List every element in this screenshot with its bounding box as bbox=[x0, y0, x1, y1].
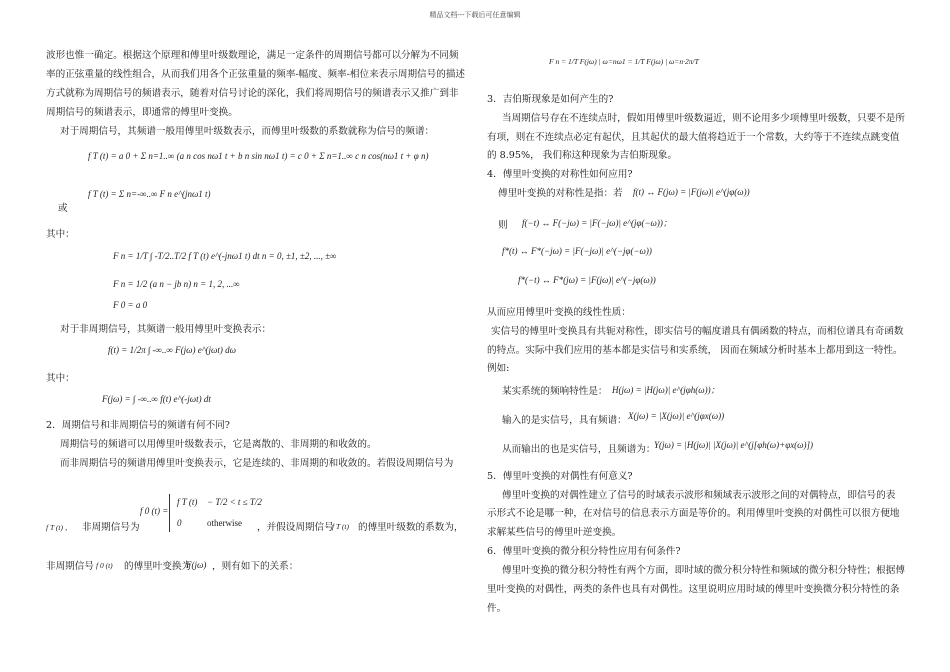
symmetry-equation: f(−t) ↔ F(−jω) = |F(−jω)| e^(jφ(−ω))； bbox=[522, 218, 672, 228]
paragraph-line: 有项，则在不连续点必定有起伏，且其起伏的最大值将趋近于一个常数，大约等于不连续点跳变值 bbox=[487, 132, 900, 143]
where-label: 其中： bbox=[46, 373, 75, 384]
paragraph-line: 例如: bbox=[487, 363, 510, 374]
paragraph-line: 周期信号的频谱表示，即通常的傅里叶变换。 bbox=[46, 107, 238, 118]
paragraph-line: 的特点。实际中我们应用的基本都是实信号和实系统， 因而在频域分析时基本上都用到这一特性。 bbox=[487, 345, 903, 356]
paragraph-line: 示形式不论是哪一种，在对信号的信息表示方面是等价的。利用傅里叶变换的对偶性可以很方便地 bbox=[487, 508, 900, 519]
where-label: 其中： bbox=[46, 229, 75, 240]
or-label: 或 bbox=[58, 203, 68, 214]
piecewise-brace bbox=[169, 494, 170, 532]
then-label: 则 bbox=[498, 220, 508, 231]
piecewise-function-label: f 0 (t) = bbox=[140, 506, 169, 516]
frequency-response-equation: H(jω) = |H(jω)| e^(jφh(ω))； bbox=[612, 385, 720, 395]
output-spectrum-equation: Y(jω) = |H(jω)| |X(jω)| e^(j[φh(ω)+φx(ω)]) bbox=[654, 440, 814, 450]
inline-math: F(jω) bbox=[186, 560, 207, 570]
paragraph-line: 里叶变换的对偶性，两类的条件也具有对偶性。这里说明应用时域的傅里叶变换微分积分特性的条 bbox=[487, 584, 900, 595]
paragraph-text: 输入的是实信号，具有频谱： bbox=[502, 415, 627, 426]
paragraph-text: 非周期信号 bbox=[46, 561, 94, 572]
question-heading: 5．傅里叶变换的对偶性有何意义? bbox=[487, 471, 633, 482]
coefficient-equation: F n = 1/T ∫ -T/2..T/2 f T (t) e^(-jnω1 t) dt n = 0, ±1, ±2, ..., ±∞ bbox=[113, 251, 337, 261]
fourier-transform-equation: F(jω) = ∫ -∞..∞ f(t) e^(-jωt) dt bbox=[102, 394, 211, 404]
exponential-series-equation: f T (t) = Σ n=-∞..∞ F n e^(jnω1 t) bbox=[88, 189, 211, 199]
spectrum-relation-equation: F n = 1/T F(jω) | ω=nω1 = 1/T F(jω) | ω=n·2π/T bbox=[549, 57, 699, 66]
question-heading: 4．傅里叶变换的对称性如何应用? bbox=[487, 169, 633, 180]
dc-coefficient-equation: F 0 = a 0 bbox=[113, 300, 148, 310]
paragraph-line: 的 8.95%， 我们称这种现象为吉伯斯现象。 bbox=[487, 150, 678, 161]
paragraph-line: 波形也惟一确定。根据这个原理和傅里叶级数理论，满足一定条件的周期信号都可以分解为不同频 bbox=[46, 50, 459, 61]
symmetry-equation: f*(t) ↔ F*(−jω) = |F(−jω)| e^(−jφ(−ω)) bbox=[502, 246, 652, 256]
paragraph-line: 当周期信号存在不连续点时，假如用傅里叶级数逼近，则不论用多少项傅里叶级数，只要不是所 bbox=[502, 113, 905, 124]
paragraph-text: ，并假设周期信号 bbox=[257, 522, 334, 533]
coefficient-relation-equation: F n = 1/2 (a n − jb n) n = 1, 2, ...∞ bbox=[113, 279, 240, 289]
paragraph-line: 而非周期信号的频谱用傅里叶变换表示，它是连续的、非周期的和收敛的。若假设周期信号为 bbox=[60, 458, 454, 469]
paragraph-line: 傅里叶变换的对偶性建立了信号的时域表示波形和频域表示波形之间的对偶特点，即信号的表 bbox=[502, 490, 896, 501]
paragraph-text: 的傅里叶级数的系数为， bbox=[358, 522, 464, 533]
question-heading: 3．吉伯斯现象是如何产生的? bbox=[487, 94, 614, 105]
paragraph-line: 对于非周期信号，其频谱一般用傅里叶变换表示： bbox=[60, 324, 272, 335]
paragraph-line: 从而应用傅里叶变换的线性性质： bbox=[487, 307, 631, 318]
paragraph-line: 件。 bbox=[487, 603, 507, 614]
question-heading: 6．傅里叶变换的微分积分特性应用有何条件? bbox=[487, 546, 681, 557]
symmetry-equation: f*(−t) ↔ F*(jω) = |F(jω)| e^(−jφ(ω)) bbox=[518, 275, 656, 285]
paragraph-line: 率的正弦重量的线性组合，从而我们用各个正弦重量的频率-幅度、频率-相位来表示周期信号的描述 bbox=[46, 69, 466, 80]
page-header: 精品文档---下载后可任意编辑 bbox=[429, 11, 521, 19]
paragraph-line: 傅里叶变换的微分积分特性有两个方面，即时域的微分积分特性和频域的微分积分特性；根据傅 bbox=[502, 565, 905, 576]
paragraph-text: 从而输出的也是实信号，且频谱为： bbox=[502, 444, 656, 455]
fourier-series-equation: f T (t) = a 0 + Σ n=1..∞ (a n cos nω1 t + b n sin nω1 t) = c 0 + Σ n=1..∞ c n cos(nω1 t + φ n) bbox=[88, 151, 429, 161]
paragraph-line: 求解某些信号的傅里叶逆变换。 bbox=[487, 527, 622, 538]
paragraph-text: 非周期信号为 bbox=[82, 522, 140, 533]
symmetry-equation: f(t) ↔ F(jω) = |F(jω)| e^(jφ(ω)) bbox=[633, 187, 750, 197]
paragraph-text: 傅里叶变换的对称性是指：若 bbox=[498, 188, 623, 199]
paragraph-text: 的傅里叶变换为 bbox=[124, 561, 192, 572]
paragraph-line: 实信号的傅里叶变换具有共轭对称性，即实信号的幅度谱具有偶函数的特点，而相位谱具有奇函数 bbox=[491, 326, 904, 337]
paragraph-line: 方式就称为周期信号的频谱表示，随着对信号讨论的深化，我们将周期信号的频谱表示又推广到非 bbox=[46, 88, 459, 99]
paragraph-line: 对于周期信号，其频谱一般用傅里叶级数表示，而傅里叶级数的系数就称为信号的频谱： bbox=[60, 126, 435, 137]
question-heading: 2．周期信号和非周期信号的频谱有何不同? bbox=[46, 420, 230, 431]
piecewise-case-value: 0 bbox=[177, 518, 182, 528]
piecewise-case-value: f T (t) bbox=[177, 497, 198, 507]
paragraph-line: 周期信号的频谱可以用傅里叶级数表示，它是离散的、非周期的和收敛的。 bbox=[60, 439, 377, 450]
input-spectrum-equation: X(jω) = |X(jω)| e^(jφx(ω)) bbox=[628, 411, 725, 421]
inverse-fourier-transform-equation: f(t) = 1/2π ∫ -∞..∞ F(jω) e^(jωt) dω bbox=[108, 345, 236, 355]
piecewise-case-condition: otherwise bbox=[207, 518, 242, 528]
inline-math: f T (t) ， bbox=[46, 523, 73, 532]
inline-math: f T (t) bbox=[332, 522, 349, 531]
paragraph-text: 某实系统的频响特性是： bbox=[502, 386, 608, 397]
piecewise-case-condition: − T/2 < t ≤ T/2 bbox=[207, 497, 262, 507]
inline-math: f 0 (t) bbox=[96, 561, 113, 570]
paragraph-text: ，则有如下的关系： bbox=[212, 561, 299, 572]
